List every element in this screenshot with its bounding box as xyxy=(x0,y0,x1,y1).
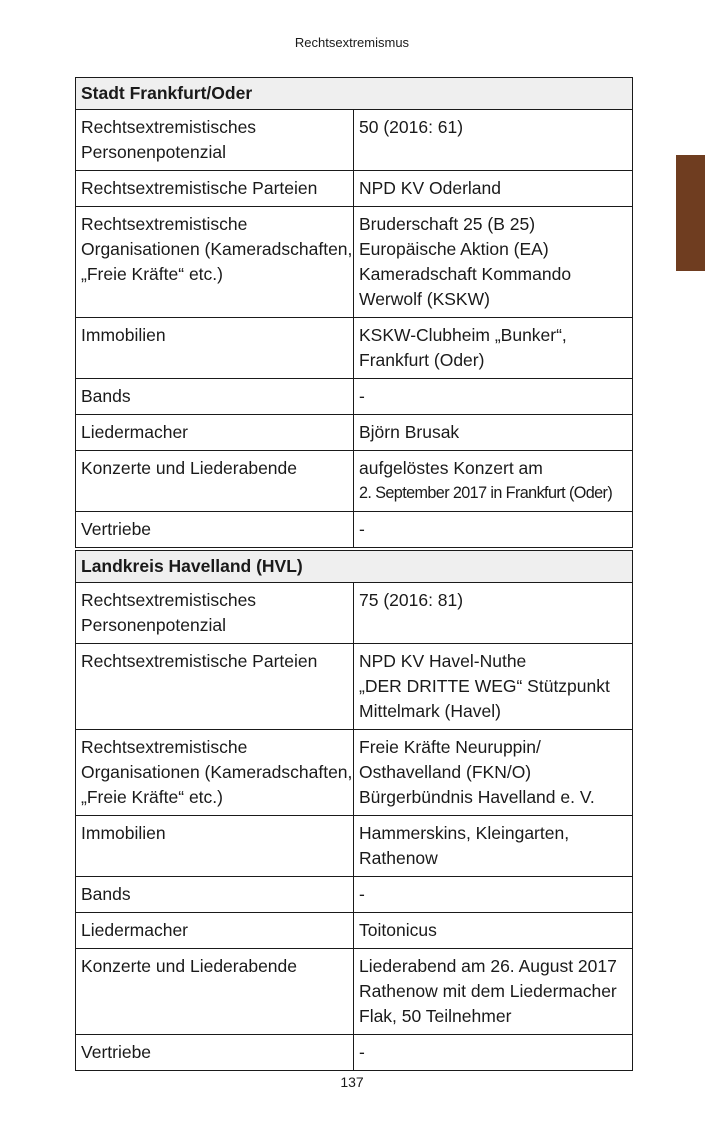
value-line: Bürgerbündnis Havelland e. V. xyxy=(359,787,595,807)
value-line: Flak, 50 Teilnehmer xyxy=(359,1006,512,1026)
district-table-frankfurt-oder xyxy=(75,77,633,548)
row-label xyxy=(76,171,354,207)
value-line: 75 (2016: 81) xyxy=(359,590,464,610)
row-value xyxy=(354,451,633,512)
label-line: „Freie Kräfte“ etc.) xyxy=(81,264,223,284)
label-line: Organisationen (Kameradschaften, xyxy=(81,762,353,782)
value-line: NPD KV Oderland xyxy=(359,178,502,198)
value-line: - xyxy=(359,519,365,539)
value-line: - xyxy=(359,884,365,904)
row-value xyxy=(354,913,633,949)
row-value xyxy=(354,171,633,207)
value-line: Osthavelland (FKN/O) xyxy=(359,762,532,782)
table-row xyxy=(76,451,633,512)
value-line: Mittelmark (Havel) xyxy=(359,701,501,721)
value-line: NPD KV Havel-Nuthe xyxy=(359,651,527,671)
row-value xyxy=(354,644,633,730)
row-value xyxy=(354,415,633,451)
table-row xyxy=(76,1035,633,1071)
label-line: Liedermacher xyxy=(81,422,188,442)
label-line: Konzerte und Liederabende xyxy=(81,458,298,478)
table-row xyxy=(76,730,633,816)
row-label xyxy=(76,816,354,877)
row-label xyxy=(76,110,354,171)
label-line: Rechtsextremistische xyxy=(81,214,248,234)
row-value xyxy=(354,730,633,816)
value-line: 50 (2016: 61) xyxy=(359,117,464,137)
value-line: Rathenow mit dem Liedermacher xyxy=(359,981,617,1001)
label-line: Konzerte und Liederabende xyxy=(81,956,298,976)
label-line: Liedermacher xyxy=(81,920,188,940)
page-number: 137 xyxy=(340,1074,364,1090)
value-line: „DER DRITTE WEG“ Stützpunkt xyxy=(359,676,610,696)
table-row xyxy=(76,207,633,318)
row-label xyxy=(76,644,354,730)
label-line: Rechtsextremistisches xyxy=(81,590,257,610)
label-line: Rechtsextremistische Parteien xyxy=(81,178,318,198)
row-value xyxy=(354,583,633,644)
row-value xyxy=(354,110,633,171)
row-label xyxy=(76,949,354,1035)
label-line: Personenpotenzial xyxy=(81,615,226,635)
table-row xyxy=(76,379,633,415)
table-title: Stadt Frankfurt/Oder xyxy=(76,78,633,110)
value-line: Rathenow xyxy=(359,848,438,868)
row-label xyxy=(76,1035,354,1071)
row-label xyxy=(76,730,354,816)
value-line: Hammerskins, Kleingarten, xyxy=(359,823,570,843)
row-label xyxy=(76,379,354,415)
value-line: - xyxy=(359,386,365,406)
row-label xyxy=(76,583,354,644)
table-row xyxy=(76,877,633,913)
row-label xyxy=(76,877,354,913)
row-label xyxy=(76,415,354,451)
label-line: Rechtsextremistisches xyxy=(81,117,257,137)
row-label xyxy=(76,207,354,318)
table-row xyxy=(76,171,633,207)
table-row xyxy=(76,816,633,877)
table-title: Landkreis Havelland (HVL) xyxy=(76,551,633,583)
chapter-tab-marker xyxy=(676,155,705,271)
value-line: 2. September 2017 in Frankfurt (Oder) xyxy=(359,484,613,502)
label-line: Vertriebe xyxy=(81,519,152,539)
table-row xyxy=(76,512,633,548)
row-value xyxy=(354,1035,633,1071)
value-line: Frankfurt (Oder) xyxy=(359,350,485,370)
label-line: Vertriebe xyxy=(81,1042,152,1062)
label-line: „Freie Kräfte“ etc.) xyxy=(81,787,223,807)
row-label xyxy=(76,512,354,548)
table-row xyxy=(76,583,633,644)
value-line: Toitonicus xyxy=(359,920,437,940)
table-row xyxy=(76,110,633,171)
row-value xyxy=(354,816,633,877)
value-line: aufgelöstes Konzert am xyxy=(359,458,543,478)
label-line: Bands xyxy=(81,884,131,904)
row-label xyxy=(76,913,354,949)
value-line: Europäische Aktion (EA) xyxy=(359,239,549,259)
row-label xyxy=(76,318,354,379)
row-value xyxy=(354,379,633,415)
value-line: Kameradschaft Kommando xyxy=(359,264,572,284)
row-value xyxy=(354,512,633,548)
row-label xyxy=(76,451,354,512)
value-line: Bruderschaft 25 (B 25) xyxy=(359,214,536,234)
label-line: Rechtsextremistische Parteien xyxy=(81,651,318,671)
running-head: Rechtsextremismus xyxy=(294,35,410,50)
label-line: Immobilien xyxy=(81,823,166,843)
row-value xyxy=(354,877,633,913)
table-row xyxy=(76,318,633,379)
label-line: Organisationen (Kameradschaften, xyxy=(81,239,353,259)
table-row xyxy=(76,949,633,1035)
label-line: Immobilien xyxy=(81,325,166,345)
row-value xyxy=(354,318,633,379)
row-value xyxy=(354,207,633,318)
value-line: - xyxy=(359,1042,365,1062)
label-line: Bands xyxy=(81,386,131,406)
label-line: Personenpotenzial xyxy=(81,142,226,162)
table-row xyxy=(76,644,633,730)
table-header-row xyxy=(76,78,633,110)
table-row xyxy=(76,913,633,949)
table-header-row xyxy=(76,551,633,583)
value-line: Werwolf (KSKW) xyxy=(359,289,490,309)
table-row xyxy=(76,415,633,451)
value-line: KSKW-Clubheim „Bunker“, xyxy=(359,325,567,345)
label-line: Rechtsextremistische xyxy=(81,737,248,757)
value-line: Freie Kräfte Neuruppin/ xyxy=(359,737,541,757)
value-line: Liederabend am 26. August 2017 xyxy=(359,956,617,976)
row-value xyxy=(354,949,633,1035)
value-line: Björn Brusak xyxy=(359,422,460,442)
district-table-havelland xyxy=(75,550,633,1071)
